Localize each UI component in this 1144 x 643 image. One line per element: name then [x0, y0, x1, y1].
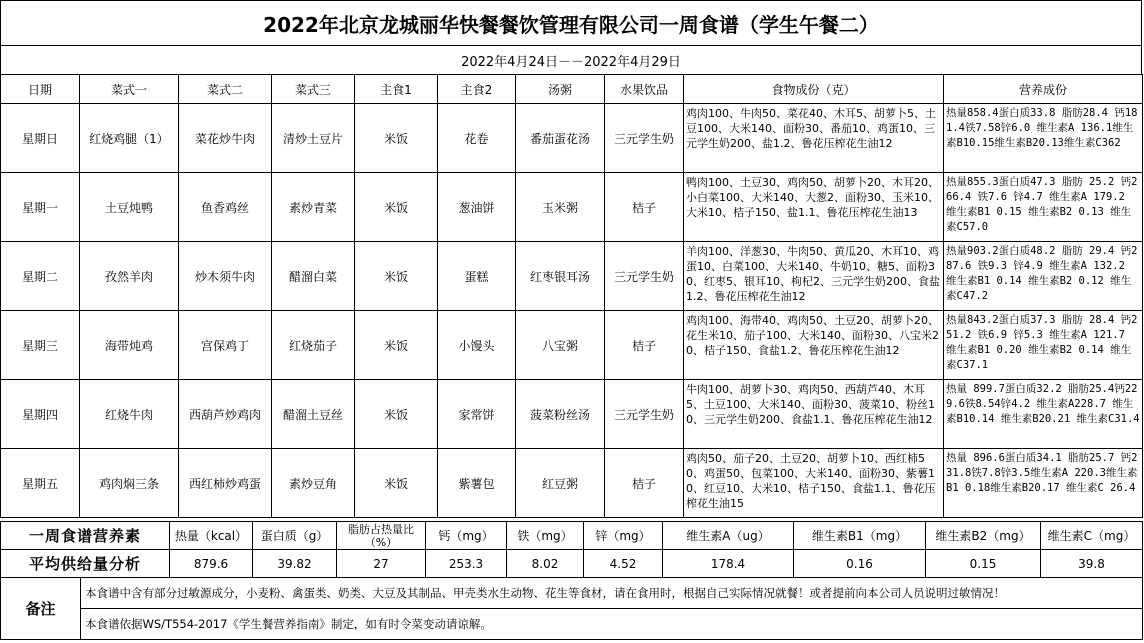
header-nutrition: 营养成份 — [944, 75, 1143, 104]
table-row — [1, 311, 1143, 380]
table-row — [1, 104, 1143, 173]
fruit-cell: 桔子 — [605, 449, 684, 518]
nutrient-value: 27 — [337, 550, 426, 578]
nutrient-value: 0.15 — [926, 550, 1041, 578]
soup-cell: 菠菜粉丝汤 — [516, 380, 605, 449]
nutrient-value: 8.02 — [507, 550, 584, 578]
nutrient-header: 铁（mg） — [507, 522, 584, 550]
day-cell: 星期日 — [1, 104, 80, 173]
dish2-cell: 鱼香鸡丝 — [179, 173, 272, 242]
staple2-cell: 蛋糕 — [438, 242, 516, 311]
notes-row — [1, 609, 1143, 640]
fruit-cell: 三元学生奶 — [605, 242, 684, 311]
dish1-cell: 红烧牛肉 — [80, 380, 179, 449]
ingredients-cell: 羊肉100、洋葱30、牛肉50、黄瓜20、木耳10、鸡蛋10、白菜100、大米140、牛奶10、糖5、面粉30、红枣5、银耳10、枸杞2、三元学生奶200、食盐1.2、鲁花压榨花生油12 — [684, 242, 944, 311]
header-dish3: 菜式三 — [272, 75, 355, 104]
dish1-cell: 鸡肉焖三条 — [80, 449, 179, 518]
header-staple1: 主食1 — [355, 75, 438, 104]
nutrition-cell: 热量855.3蛋白质47.3 脂肪 25.2 钙266.4 铁7.6 锌4.7 维生素A 179.2 维生素B1 0.15 维生素B2 0.13 维生素C57.0 — [944, 173, 1143, 242]
average-supply-label: 平均供给量分析 — [1, 550, 170, 578]
nutrition-cell: 热量903.2蛋白质48.2 脂肪 29.4 钙287.6 铁9.3 锌4.9 维生素A 132.2 维生素B1 0.14 维生素B2 0.12 维生素C47.2 — [944, 242, 1143, 311]
table-row — [1, 380, 1143, 449]
fruit-cell: 桔子 — [605, 311, 684, 380]
weekly-nutrient-label: 一周食谱营养素 — [1, 522, 170, 550]
header-dish2: 菜式二 — [179, 75, 272, 104]
header-dish1: 菜式一 — [80, 75, 179, 104]
standard-note: 本食谱依据WS/T554-2017《学生餐营养指南》制定，如有时令菜变动请谅解。 — [81, 609, 1143, 640]
nutrient-header: 维生素C（mg） — [1041, 522, 1143, 550]
notes-row — [1, 578, 1143, 609]
staple2-cell: 家常饼 — [438, 380, 516, 449]
header-fruit: 水果饮品 — [605, 75, 684, 104]
nutrient-value: 879.6 — [170, 550, 253, 578]
nutrition-value-row — [1, 550, 1143, 578]
header-soup: 汤粥 — [516, 75, 605, 104]
staple1-cell: 米饭 — [355, 380, 438, 449]
dish2-cell: 宫保鸡丁 — [179, 311, 272, 380]
staple1-cell: 米饭 — [355, 311, 438, 380]
ingredients-cell: 鸡肉100、牛肉50、菜花40、木耳5、胡萝卜5、土豆100、大米140、面粉30、番茄10、鸡蛋10、三元学生奶200、盐1.2、鲁花压榨花生油12 — [684, 104, 944, 173]
nutrition-cell: 热量843.2蛋白质37.3 脂肪 28.4 钙251.2 铁6.9 锌5.3 维生素A 121.7 维生素B1 0.20 维生素B2 0.14 维生素C37.1 — [944, 311, 1143, 380]
nutrient-value: 39.8 — [1041, 550, 1143, 578]
soup-cell: 红枣银耳汤 — [516, 242, 605, 311]
header-ingredients: 食物成份（克） — [684, 75, 944, 104]
day-cell: 星期一 — [1, 173, 80, 242]
ingredients-cell: 鸡肉50、茄子20、土豆20、胡萝卜10、西红柿50、鸡蛋50、包菜100、大米140、面粉30、紫薯10、红豆10、大米10、桔子150、食盐1.1、鲁花压榨花生油15 — [684, 449, 944, 518]
dish2-cell: 西葫芦炒鸡肉 — [179, 380, 272, 449]
day-cell: 星期二 — [1, 242, 80, 311]
ingredients-cell: 牛肉100、胡萝卜30、鸡肉50、西葫芦40、木耳5、土豆100、大米140、面粉30、菠菜10、粉丝10、三元学生奶200、食盐1.1、鲁花压榨花生油12 — [684, 380, 944, 449]
nutrient-header: 维生素B2（mg） — [926, 522, 1041, 550]
nutrient-header: 锌（mg） — [584, 522, 663, 550]
nutrient-value: 39.82 — [253, 550, 337, 578]
dish1-cell: 土豆炖鸭 — [80, 173, 179, 242]
header-staple2: 主食2 — [438, 75, 516, 104]
ingredients-cell: 鸭肉100、土豆30、鸡肉50、胡萝卜20、木耳20、小白菜100、大米140、大葱2、面粉30、玉米10、大米10、桔子150、盐1.1、鲁花压榨花生油13 — [684, 173, 944, 242]
nutrient-header: 热量（kcal） — [170, 522, 253, 550]
menu-header-row — [1, 75, 1143, 104]
dish3-cell: 清炒土豆片 — [272, 104, 355, 173]
staple2-cell: 葱油饼 — [438, 173, 516, 242]
soup-cell: 红豆粥 — [516, 449, 605, 518]
table-row — [1, 242, 1143, 311]
nutrition-cell: 热量 899.7蛋白质32.2 脂肪25.4钙229.6铁8.54锌4.2 维生素A228.7 维生素B10.14 维生素B20.21 维生素C31.4 — [944, 380, 1143, 449]
staple1-cell: 米饭 — [355, 242, 438, 311]
table-row — [1, 173, 1143, 242]
notes-label: 备注 — [1, 578, 81, 640]
nutrient-header: 蛋白质（g） — [253, 522, 337, 550]
soup-cell: 玉米粥 — [516, 173, 605, 242]
nutrition-header-row — [1, 522, 1143, 550]
day-cell: 星期五 — [1, 449, 80, 518]
dish3-cell: 素炒豆角 — [272, 449, 355, 518]
allergen-note: 本食谱中含有部分过敏源成分，小麦粉、禽蛋类、奶类、大豆及其制品、甲壳类水生动物、花生等食材，请在食用时，根据自己实际情况就餐！或者提前向本公司人员说明过敏情况！ — [81, 578, 1143, 609]
dish3-cell: 醋溜白菜 — [272, 242, 355, 311]
staple1-cell: 米饭 — [355, 104, 438, 173]
nutrient-header: 脂肪占热量比（%） — [337, 522, 426, 550]
soup-cell: 番茄蛋花汤 — [516, 104, 605, 173]
weekly-menu-table — [0, 74, 1143, 518]
dish1-cell: 孜然羊肉 — [80, 242, 179, 311]
fruit-cell: 三元学生奶 — [605, 104, 684, 173]
dish3-cell: 醋溜土豆丝 — [272, 380, 355, 449]
nutrient-value: 253.3 — [426, 550, 507, 578]
nutrition-cell: 热量 896.6蛋白质34.1 脂肪25.7 钙231.8铁7.8锌3.5维生素A 220.3维生素B1 0.18维生素B20.17 维生素C 26.4 — [944, 449, 1143, 518]
fruit-cell: 桔子 — [605, 173, 684, 242]
nutrient-header: 维生素B1（mg） — [794, 522, 926, 550]
day-cell: 星期四 — [1, 380, 80, 449]
dish3-cell: 红烧茄子 — [272, 311, 355, 380]
nutrient-value: 0.16 — [794, 550, 926, 578]
dish1-cell: 海带炖鸡 — [80, 311, 179, 380]
ingredients-cell: 鸡肉100、海带40、鸡肉50、土豆20、胡萝卜20、花生米10、茄子100、大米140、面粉30、八宝米20、桔子150、食盐1.2、鲁花压榨花生油12 — [684, 311, 944, 380]
staple2-cell: 花卷 — [438, 104, 516, 173]
staple1-cell: 米饭 — [355, 449, 438, 518]
page-title: 2022年北京龙城丽华快餐餐饮管理有限公司一周食谱（学生午餐二） — [0, 0, 1142, 46]
soup-cell: 八宝粥 — [516, 311, 605, 380]
dish2-cell: 炒木须牛肉 — [179, 242, 272, 311]
dish2-cell: 菜花炒牛肉 — [179, 104, 272, 173]
weekly-nutrition-table — [0, 521, 1143, 578]
dish1-cell: 红烧鸡腿（1） — [80, 104, 179, 173]
notes-table — [0, 577, 1143, 640]
nutrient-header: 钙（mg） — [426, 522, 507, 550]
nutrient-value: 178.4 — [663, 550, 794, 578]
nutrient-value: 4.52 — [584, 550, 663, 578]
staple2-cell: 紫薯包 — [438, 449, 516, 518]
header-date: 日期 — [1, 75, 80, 104]
nutrition-cell: 热量858.4蛋白质33.8 脂肪28.4 钙181.4铁7.58锌6.0 维生素A 136.1维生素B10.15维生素B20.13维生素C362 — [944, 104, 1143, 173]
dish2-cell: 西红柿炒鸡蛋 — [179, 449, 272, 518]
staple1-cell: 米饭 — [355, 173, 438, 242]
day-cell: 星期三 — [1, 311, 80, 380]
nutrient-header: 维生素A（ug） — [663, 522, 794, 550]
dish3-cell: 素炒青菜 — [272, 173, 355, 242]
staple2-cell: 小馒头 — [438, 311, 516, 380]
table-row — [1, 449, 1143, 518]
fruit-cell: 三元学生奶 — [605, 380, 684, 449]
date-range: 2022年4月24日－－2022年4月29日 — [0, 46, 1142, 74]
